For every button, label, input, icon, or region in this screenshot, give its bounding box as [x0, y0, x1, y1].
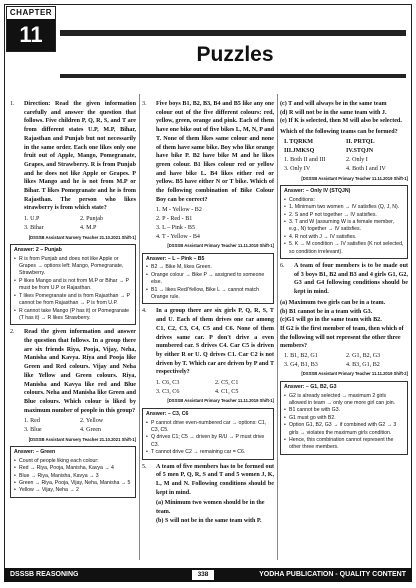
option: 2. P - Red - B1 [156, 216, 193, 223]
answer-heading: Answer: – Green [14, 449, 56, 456]
source-tag: [DSSSB Assistant Primary Teacher 11.11.2019 Shift-1] [301, 175, 408, 181]
answer-point: • P likes Mango and is not from M.P or Bihar → P must be from U.P or Rajasthan. [14, 277, 129, 292]
question-5 [142, 463, 274, 498]
question-number: 1. [10, 101, 15, 107]
answer-box [142, 408, 274, 459]
answer-point: • Blue → Riya, Manisha, Kavya → 3 [14, 472, 99, 479]
question-3 [142, 100, 274, 204]
answer-point: • G2 is already selected → maximum 2 girls allowed in team → only one more girl can join. [284, 392, 396, 406]
question-4 [142, 307, 274, 377]
chapter-number: 11 [7, 19, 55, 51]
question-text: Which of the following teams can be formed? [280, 129, 398, 136]
footer-book-title: DSSSB REASONING [10, 571, 79, 578]
option: IV.STQJN [346, 147, 374, 154]
question-text: A team of five members has to be formed out of 5 men P, Q, R, S and T and 5 women J, K, L, M and N. Following conditions should be kept in mind. [156, 463, 274, 496]
options [156, 379, 274, 396]
answer-point: • B1 → likes Red/Yellow, Bike L → cannot match Orange rule. [146, 286, 260, 300]
answer-point: • 1. Minimum two women → IV satisfies (Q, J, N). [284, 204, 400, 211]
answer-point: • 5. K → M condition → IV satisfies (K not selected, so condition irrelevant). [284, 241, 404, 255]
source-tag: [DSSSB Assistant Primary Teacher 11.11.2019 Shift-1] [167, 243, 274, 249]
source-tag: [DSSSB Assistant Primary Teacher 11.11.2019 Shift-1] [167, 398, 274, 404]
option: II. PRTQL [346, 138, 375, 145]
answer-point: • Yellow → Vijay, Neha → 2 [14, 487, 79, 494]
question-number: 6. [280, 262, 285, 269]
option: 3. L – Pink - B5 [156, 224, 196, 231]
answer-point: • Green → Riya, Pooja, Vijay, Neha, Manisha → 5 [14, 480, 131, 487]
answer-box [280, 185, 408, 259]
answer-point: • Red → Riya, Pooja, Manisha, Kavya → 4 [14, 465, 114, 472]
answer-point: • Option G1, B2, G3 → if combined with G2 → 3 girls → violates the maximum girls condition. [284, 422, 397, 436]
option: 1. U.P [24, 216, 40, 223]
title-box [160, 36, 310, 74]
condition: (e) If K is selected, then M will also be selected. [280, 118, 402, 125]
condition: (c) T and will always be in the same team [280, 101, 387, 107]
column-2 [142, 100, 274, 525]
options [24, 417, 136, 434]
footer-publisher: YODHA PUBLICATION - QUALITY CONTENT [259, 571, 406, 578]
condition: (a) Minimum two women should be in the team. [156, 500, 265, 516]
option: 4. Green [80, 427, 101, 434]
answer-point: • 2. S and P not together → IV satisfies. [284, 211, 377, 218]
answer-point: • 4. R not with J → IV satisfies. [284, 233, 357, 240]
answer-heading: Answer: – Only IV (STQJN) [284, 188, 351, 195]
answer-point: • R cannot take Mango (P has it) or Pomegranate (T has it) → R likes Strawberry. [14, 307, 130, 321]
option: 4. M.P [80, 224, 97, 231]
condition: (a) Maximum two girls can be in a team. [280, 299, 386, 306]
options [24, 215, 136, 232]
answer-point: • Conditions: [284, 196, 315, 203]
condition: (b) S will not be in the same team with P. [156, 517, 262, 524]
question-number: 3. [142, 101, 147, 107]
question-2 [10, 328, 136, 415]
condition: (c)G1 will go in the same team with B2. [280, 317, 382, 324]
option: 3. G4, B1, B3 [284, 361, 318, 368]
question-1 [10, 100, 136, 213]
chapter-badge [6, 6, 56, 52]
option: 2. C5, C1 [215, 380, 239, 387]
options [284, 352, 408, 369]
answer-point: • T likes Pomegranate and is from Rajasthan → P cannot be from Rajasthan → P is from U.P. [14, 292, 130, 307]
answer-heading: Answer: – G1, B2, G3 [284, 384, 337, 391]
option: 3. Blue [24, 427, 42, 434]
column-divider [277, 94, 278, 560]
option: 4. C1, C5 [215, 388, 239, 395]
source-tag: [DSSSB Assistant Nursery Teacher 21.10.2021 Shift-1] [28, 234, 136, 240]
question-6 [280, 262, 408, 297]
option: 2. Punjab [80, 216, 104, 223]
option: 4. T - Yellow - B4 [156, 233, 200, 240]
option: 1. B1, B2, G1 [284, 353, 318, 360]
answer-heading: Answer: – C3, C6 [146, 411, 189, 418]
answer-point: • T cannot drive C2 → remaining car = C6. [146, 449, 246, 456]
option: 3. Bihar [24, 224, 44, 231]
title-rule-bottom [60, 74, 406, 78]
column-3 [280, 100, 408, 458]
page-title: Puzzles [196, 43, 274, 66]
option: 4. B3, G1, B2 [346, 361, 380, 368]
option: 2. Only I [346, 157, 368, 164]
option: I. TQRKM [284, 138, 314, 145]
option: 1. M - Yellow - B2 [156, 207, 202, 214]
options [284, 156, 408, 173]
source-tag: [DSSSB Assistant Nursery Teacher 21.10.2021 Shift-1] [28, 436, 136, 442]
answer-heading: Answer: 2 – Punjab [14, 247, 62, 254]
question-number: 2. [10, 329, 15, 336]
answer-point: • Q drives C1; C5 → driven by R/U → P must drive C3. [146, 434, 265, 448]
answer-box [10, 446, 136, 497]
answer-point: • Hence, this combination cannot represent the other three members. [284, 436, 394, 451]
team-options [284, 138, 408, 155]
answer-box [280, 381, 408, 455]
answer-point: • B2 → Bike M, likes Green. [146, 264, 212, 271]
condition: (d) R will not be in the same team with J. [280, 109, 387, 116]
question-text: Five boys B1, B2, B3, B4 and B5 like any one colour out of the five different colours: red, yellow, green, orange and pink. Each of them have one bike out of five bikes L, M, N, P and T. None of them likes same colour and none of them have same bike. Boy who like orange have bike P. B2 have bike M and he likes green colour. B1 likes colour red or yellow and have bike L. B4 likes either red or yellow. B5 have either N or T bike. Which of the following combination of Bike Colour Boy can be correct? [156, 101, 274, 203]
question-number: 5. [142, 463, 147, 470]
question-text: In a group there are six girls P, Q, R, S, T and U. Each of them drives one car among C1, C2, C3, C4, C5 and C6. None of them drives same car. P don't drive a even numbered car. S drives C4. Car C5 is driven by either R or U. Q drives C1. Car C2 is not driven by T. Which car are driven by P and T respectively? [156, 308, 275, 376]
answer-point: • 3. T and W (assuming W is a female member, e.g., N) together → IV satisfies. [284, 218, 395, 233]
option: 3. C3, C6 [156, 388, 180, 395]
column-divider [139, 94, 140, 560]
chapter-label: CHAPTER [7, 7, 55, 19]
option: III.JMKSQ [284, 147, 315, 154]
condition: (b) B1 cannot be in a team with G3. [280, 308, 373, 315]
answer-point: • P cannot drive even-numbered car → options: C1, C3, C5. [146, 419, 267, 433]
source-tag: [DSSSB Assistant Primary Teacher 11.11.2019 Shift-2] [301, 371, 408, 377]
answer-point: • B1 cannot be with G3. [284, 407, 341, 414]
answer-point: • R is from Punjab and does not like Apple or Grapes → options left: Mango, Pomegranate, Strawberry. [14, 255, 124, 277]
option: 1. Both II and III [284, 157, 326, 164]
question-text: Direction: Read the given information carefully and answer the question that follows. Five children P, Q, R, S, and T are from different states U.P, M.P, Bihar, Rajasthan and Punjab but not necessarily in the same order. Each one likes only one fruit out of Apple, Mango, Pomegranate, Grapes, and Strawberry. R is from Punjab and he does not like Apple or Grapes. P likes Mango and he is not from M.P or Bihar. T likes Pomegranate and he is from Rajasthan. The person who likes strawberry is from which state? [24, 101, 136, 212]
answer-point: • G1 must go with B2. [284, 414, 336, 421]
page-footer [4, 568, 412, 582]
question-text: Read the given information and answer the question that follows. In a group there are six friends Riya, Pooja, Vijay, Neha, Manisha and Kavya. Riya and Pooja like Green and Red colours. Vijay and Neha like Yellow and Green colours. Riya, Manisha and Kavya like red and Blue colours. Neha and Manisha like Green and Blue colours. Which colour is liked by maximum number of people in this group? [24, 329, 136, 414]
option: 1. C6, C3 [156, 380, 180, 387]
column-1 [10, 100, 136, 501]
page-number: 338 [192, 570, 214, 580]
answer-heading: Answer: – L – Pink – B5 [146, 255, 205, 262]
question-text: A team of four members is to be made out of 3 boys B1, B2 and B3 and 4 girls G1, G2, G3 and G4 following conditions should be kept in mind. [294, 262, 408, 296]
option: 2. G1, B2, G3 [346, 353, 381, 360]
answer-point: • Count of people liking each colour: [14, 457, 99, 464]
option: 2. Yellow [80, 418, 104, 425]
condition: If G2 is the first member of team, then which of the following will not represent the other three members? [280, 325, 404, 350]
answer-box [10, 244, 136, 325]
option: 3. Only IV [284, 165, 311, 172]
answer-point: • Orange colour → Bike P → assigned to someone else. [146, 271, 265, 286]
answer-box [142, 253, 274, 304]
question-number: 4. [142, 308, 147, 315]
option: 1. Red [24, 418, 40, 425]
option: 4. Both I and IV [346, 165, 386, 172]
